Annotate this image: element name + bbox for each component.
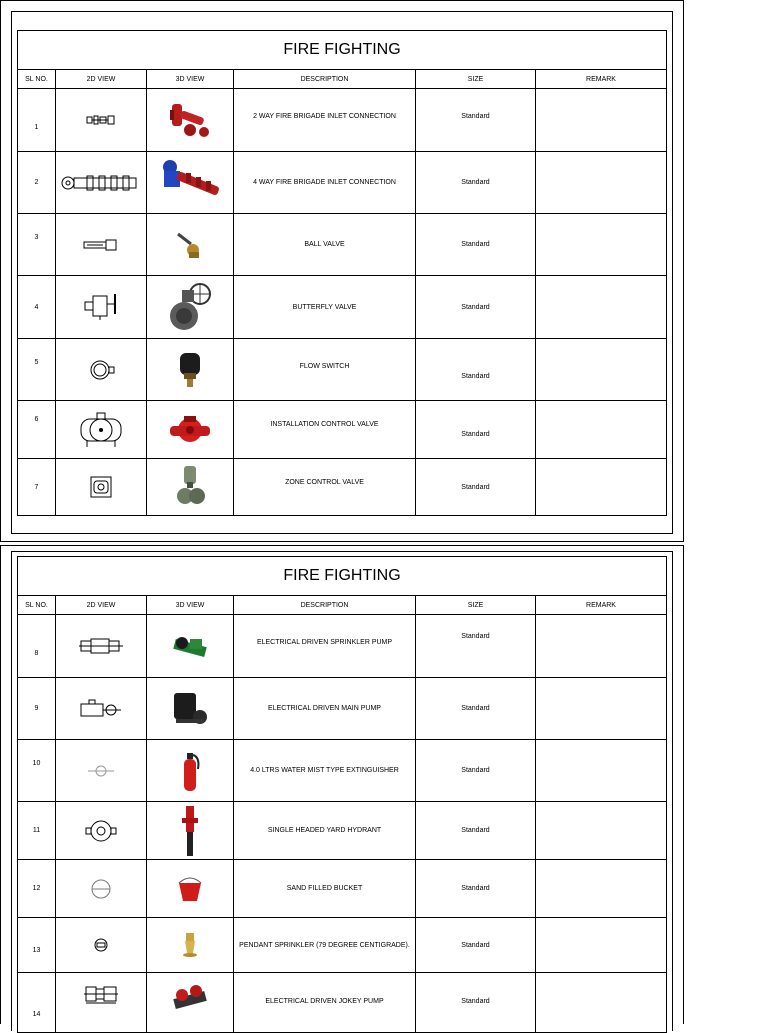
row-sl-no: 13	[18, 918, 56, 973]
ball-valve-2d-icon	[83, 239, 119, 251]
inlet-4way-3d-icon	[158, 157, 222, 209]
sprinkler-pump-3d-icon	[170, 631, 210, 661]
row-remark	[536, 214, 667, 276]
table-row	[18, 152, 667, 214]
row-description: ELECTRICAL DRIVEN JOKEY PUMP	[234, 973, 416, 1033]
butterfly-valve-3d-icon	[168, 282, 212, 332]
row-sl-no: 9	[18, 678, 56, 740]
row-sl-no: 4	[18, 276, 56, 339]
row-description: SINGLE HEADED YARD HYDRANT	[234, 802, 416, 860]
row-sl-no: 1	[18, 89, 56, 152]
row-description: 4.0 LTRS WATER MIST TYPE EXTINGUISHER	[234, 740, 416, 802]
inlet-2way-2d-icon	[86, 113, 116, 127]
row-sl-no: 7	[18, 459, 56, 516]
sheet-2-table	[17, 556, 667, 1033]
yard-hydrant-3d-icon	[180, 804, 200, 858]
row-description: 4 WAY FIRE BRIGADE INLET CONNECTION	[234, 152, 416, 214]
table-row	[18, 214, 667, 276]
table-row	[18, 615, 667, 678]
row-remark	[536, 678, 667, 740]
header-sl-no: SL NO.	[18, 596, 56, 615]
header-remark: REMARK	[536, 70, 667, 89]
header-size: SIZE	[416, 70, 536, 89]
zone-control-valve-3d-icon	[175, 464, 205, 510]
row-sl-no: 14	[18, 973, 56, 1033]
header-2d-view: 2D VIEW	[56, 596, 147, 615]
table-row	[18, 276, 667, 339]
flow-switch-2d-icon	[86, 359, 116, 381]
row-description: ZONE CONTROL VALVE	[234, 459, 416, 516]
row-size: Standard	[416, 276, 536, 339]
row-description: BALL VALVE	[234, 214, 416, 276]
row-remark	[536, 740, 667, 802]
row-remark	[536, 615, 667, 678]
table-row	[18, 89, 667, 152]
row-description: INSTALLATION CONTROL VALVE	[234, 401, 416, 459]
row-size: Standard	[416, 401, 536, 459]
installation-control-valve-3d-icon	[168, 412, 212, 448]
row-sl-no: 5	[18, 339, 56, 401]
yard-hydrant-2d-icon	[84, 818, 118, 844]
sheet-2	[0, 545, 684, 1024]
row-size: Standard	[416, 973, 536, 1033]
pendant-sprinkler-3d-icon	[181, 931, 199, 959]
row-remark	[536, 401, 667, 459]
ball-valve-3d-icon	[175, 230, 205, 260]
inlet-2way-3d-icon	[166, 100, 214, 140]
header-2d-view: 2D VIEW	[56, 70, 147, 89]
jokey-pump-2d-icon	[84, 983, 118, 1005]
header-3d-view: 3D VIEW	[147, 596, 234, 615]
table-row	[18, 339, 667, 401]
row-sl-no: 8	[18, 615, 56, 678]
row-size: Standard	[416, 740, 536, 802]
row-remark	[536, 276, 667, 339]
extinguisher-2d-icon	[86, 764, 116, 778]
row-size: Standard	[416, 214, 536, 276]
sprinkler-pump-2d-icon	[79, 635, 123, 657]
row-sl-no: 12	[18, 860, 56, 918]
table-row	[18, 802, 667, 860]
row-sl-no: 6	[18, 401, 56, 459]
table-row	[18, 918, 667, 973]
row-description: FLOW SWITCH	[234, 339, 416, 401]
row-remark	[536, 152, 667, 214]
pendant-sprinkler-2d-icon	[91, 937, 111, 953]
installation-control-valve-2d-icon	[79, 411, 123, 449]
sheet-title: FIRE FIGHTING	[18, 31, 667, 70]
row-size: Standard	[416, 802, 536, 860]
sand-bucket-2d-icon	[89, 878, 113, 900]
row-size: Standard	[416, 615, 536, 678]
header-3d-view: 3D VIEW	[147, 70, 234, 89]
main-pump-3d-icon	[170, 689, 210, 729]
jokey-pump-3d-icon	[170, 981, 210, 1015]
row-description: PENDANT SPRINKLER (79 DEGREE CENTIGRADE).	[234, 918, 416, 973]
sheet-1-table	[17, 30, 667, 516]
table-row	[18, 459, 667, 516]
zone-control-valve-2d-icon	[89, 475, 113, 499]
header-remark: REMARK	[536, 596, 667, 615]
row-description: ELECTRICAL DRIVEN MAIN PUMP	[234, 678, 416, 740]
row-size: Standard	[416, 339, 536, 401]
row-description: SAND FILLED BUCKET	[234, 860, 416, 918]
row-sl-no: 10	[18, 740, 56, 802]
extinguisher-3d-icon	[178, 749, 202, 793]
header-description: DESCRIPTION	[234, 596, 416, 615]
row-size: Standard	[416, 459, 536, 516]
row-description: 2 WAY FIRE BRIGADE INLET CONNECTION	[234, 89, 416, 152]
table-row	[18, 740, 667, 802]
row-sl-no: 2	[18, 152, 56, 214]
header-size: SIZE	[416, 596, 536, 615]
header-sl-no: SL NO.	[18, 70, 56, 89]
row-remark	[536, 802, 667, 860]
butterfly-valve-2d-icon	[81, 292, 121, 322]
row-remark	[536, 459, 667, 516]
row-size: Standard	[416, 89, 536, 152]
row-description: ELECTRICAL DRIVEN SPRINKLER PUMP	[234, 615, 416, 678]
sheet-title: FIRE FIGHTING	[18, 557, 667, 596]
row-sl-no: 3	[18, 214, 56, 276]
row-description: BUTTERFLY VALVE	[234, 276, 416, 339]
row-size: Standard	[416, 860, 536, 918]
flow-switch-3d-icon	[176, 351, 204, 389]
sand-bucket-3d-icon	[175, 875, 205, 903]
row-remark	[536, 89, 667, 152]
row-size: Standard	[416, 678, 536, 740]
table-row	[18, 678, 667, 740]
inlet-4way-2d-icon	[61, 174, 141, 192]
row-remark	[536, 860, 667, 918]
header-description: DESCRIPTION	[234, 70, 416, 89]
table-row	[18, 401, 667, 459]
table-row	[18, 860, 667, 918]
main-pump-2d-icon	[79, 698, 123, 720]
row-remark	[536, 918, 667, 973]
row-remark	[536, 339, 667, 401]
row-size: Standard	[416, 918, 536, 973]
row-size: Standard	[416, 152, 536, 214]
row-sl-no: 11	[18, 802, 56, 860]
sheet-1	[0, 0, 684, 542]
